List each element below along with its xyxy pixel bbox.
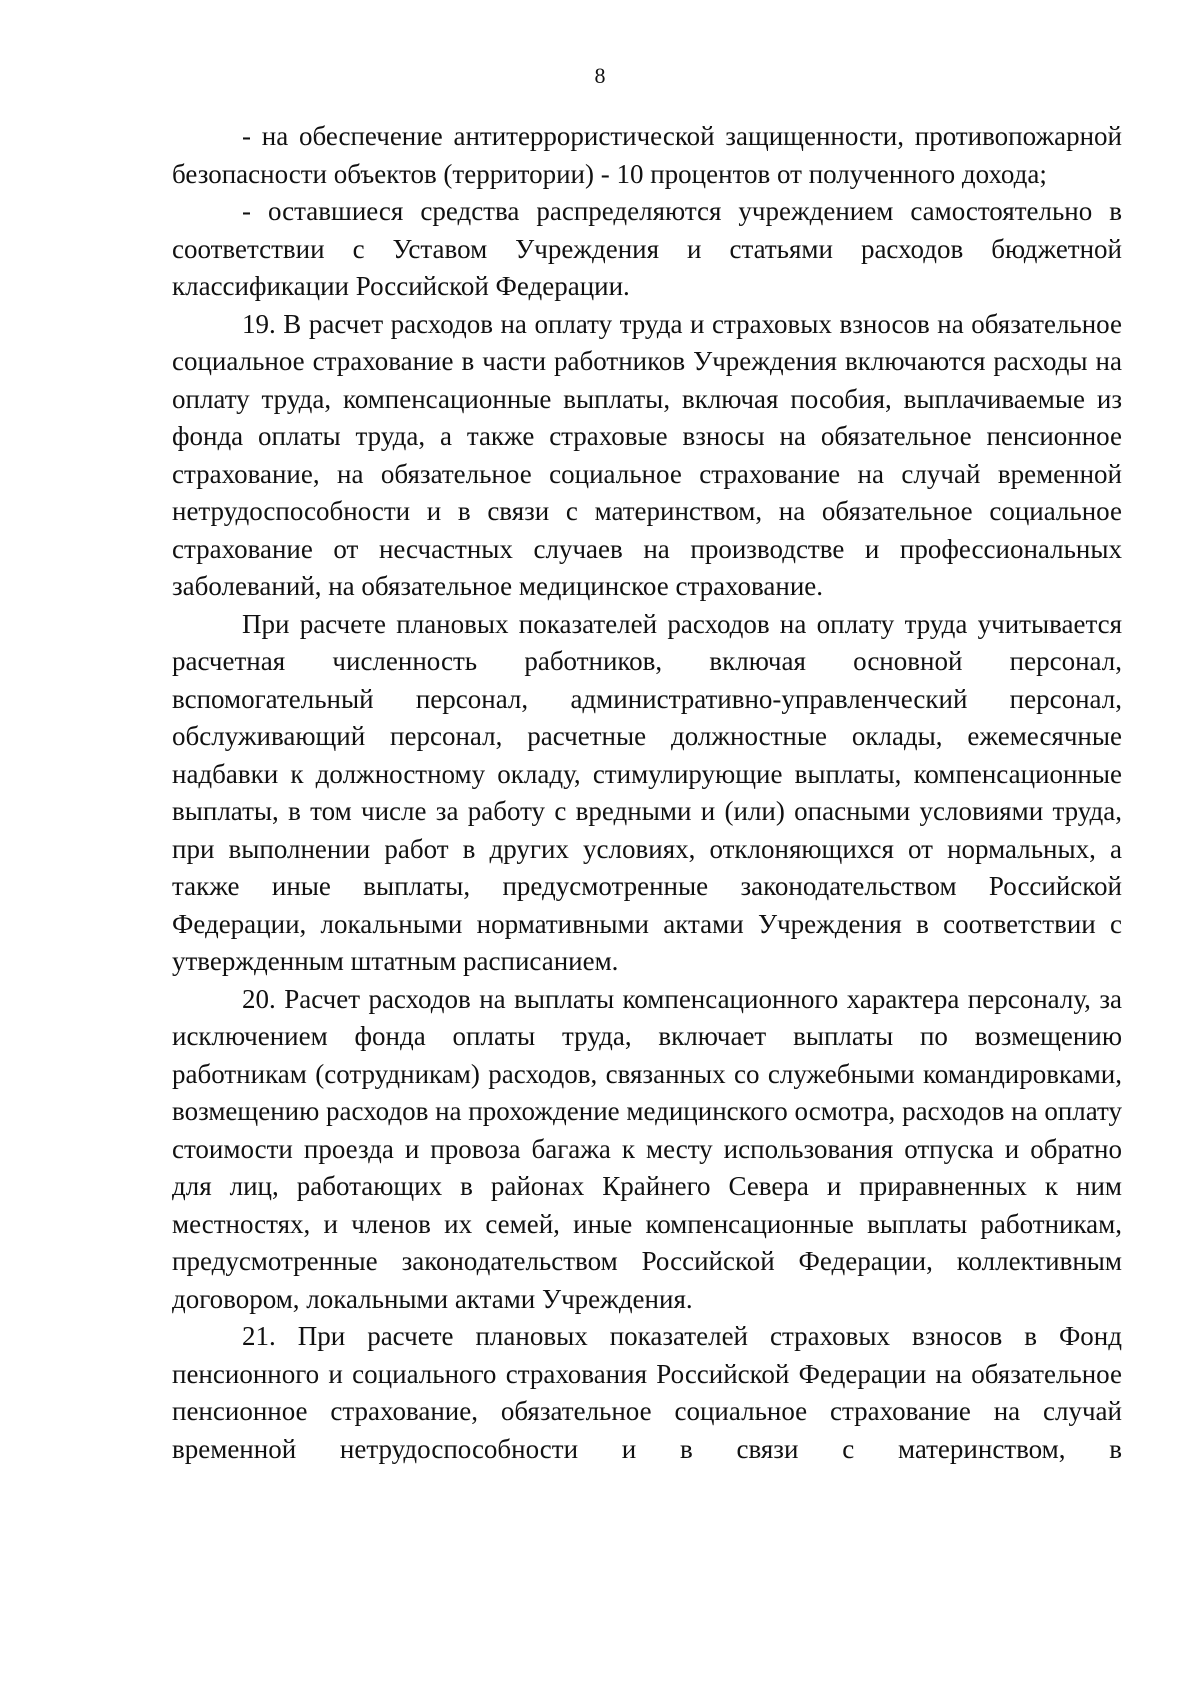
paragraph-item-21: 21. При расчете плановых показателей страховых взносов в Фонд пенсионного и социального страхования Российской Федерации на обязательное пенсионное страхование, обязательное социальное страхование на случай временной нетрудоспособности и в связи с материнством, в bbox=[172, 1321, 1122, 1464]
paragraph-payroll-planning: При расчете плановых показателей расходов на оплату труда учитывается расчетная численность работников, включая основной персонал, вспомогательный персонал, административно-управленческий персонал, обслуживающий персонал, расчетные должностные оклады, ежемесячные надбавки к должностному окладу, стимулирующие выплаты, компенсационные выплаты, в том числе за работу с вредными и (или) опасными условиями труда, при выполнении работ в других условиях, отклоняющихся от нормальных, а также иные выплаты, предусмотренные законодательством Российской Федерации, локальными нормативными актами Учреждения в соответствии с утвержденным штатным расписанием. bbox=[172, 608, 1122, 976]
page-number: 8 bbox=[594, 63, 606, 88]
paragraph-remaining-funds: - оставшиеся средства распределяются учреждением самостоятельно в соответствии с Уставом Учреждения и статьями расходов бюджетной классификации Российской Федерации. bbox=[172, 196, 1122, 301]
document-body bbox=[172, 118, 1122, 1468]
paragraph-item-20: 20. Расчет расходов на выплаты компенсационного характера персоналу, за исключением фонда оплаты труда, включает выплаты по возмещению работникам (сотрудникам) расходов, связанных со служебными командировками, возмещению расходов на прохождение медицинского осмотра, расходов на оплату стоимости проезда и провоза багажа к месту использования отпуска и обратно для лиц, работающих в районах Крайнего Севера и приравненных к ним местностях, и членов их семей, иные компенсационные выплаты работникам, предусмотренные законодательством Российской Федерации, коллективным договором, локальными актами Учреждения. bbox=[172, 983, 1122, 1314]
paragraph-antiterror-security: - на обеспечение антитеррористической защищенности, противопожарной безопасности объектов (территории) - 10 процентов от полученного дохода; bbox=[172, 121, 1122, 189]
paragraph-item-19: 19. В расчет расходов на оплату труда и страховых взносов на обязательное социальное страхование в части работников Учреждения включаются расходы на оплату труда, компенсационные выплаты, включая пособия, выплачиваемые из фонда оплаты труда, а также страховые взносы на обязательное пенсионное страхование, на обязательное социальное страхование на случай временной нетрудоспособности и в связи с материнством, на обязательное социальное страхование от несчастных случаев на производстве и профессиональных заболеваний, на обязательное медицинское страхование. bbox=[172, 308, 1122, 601]
